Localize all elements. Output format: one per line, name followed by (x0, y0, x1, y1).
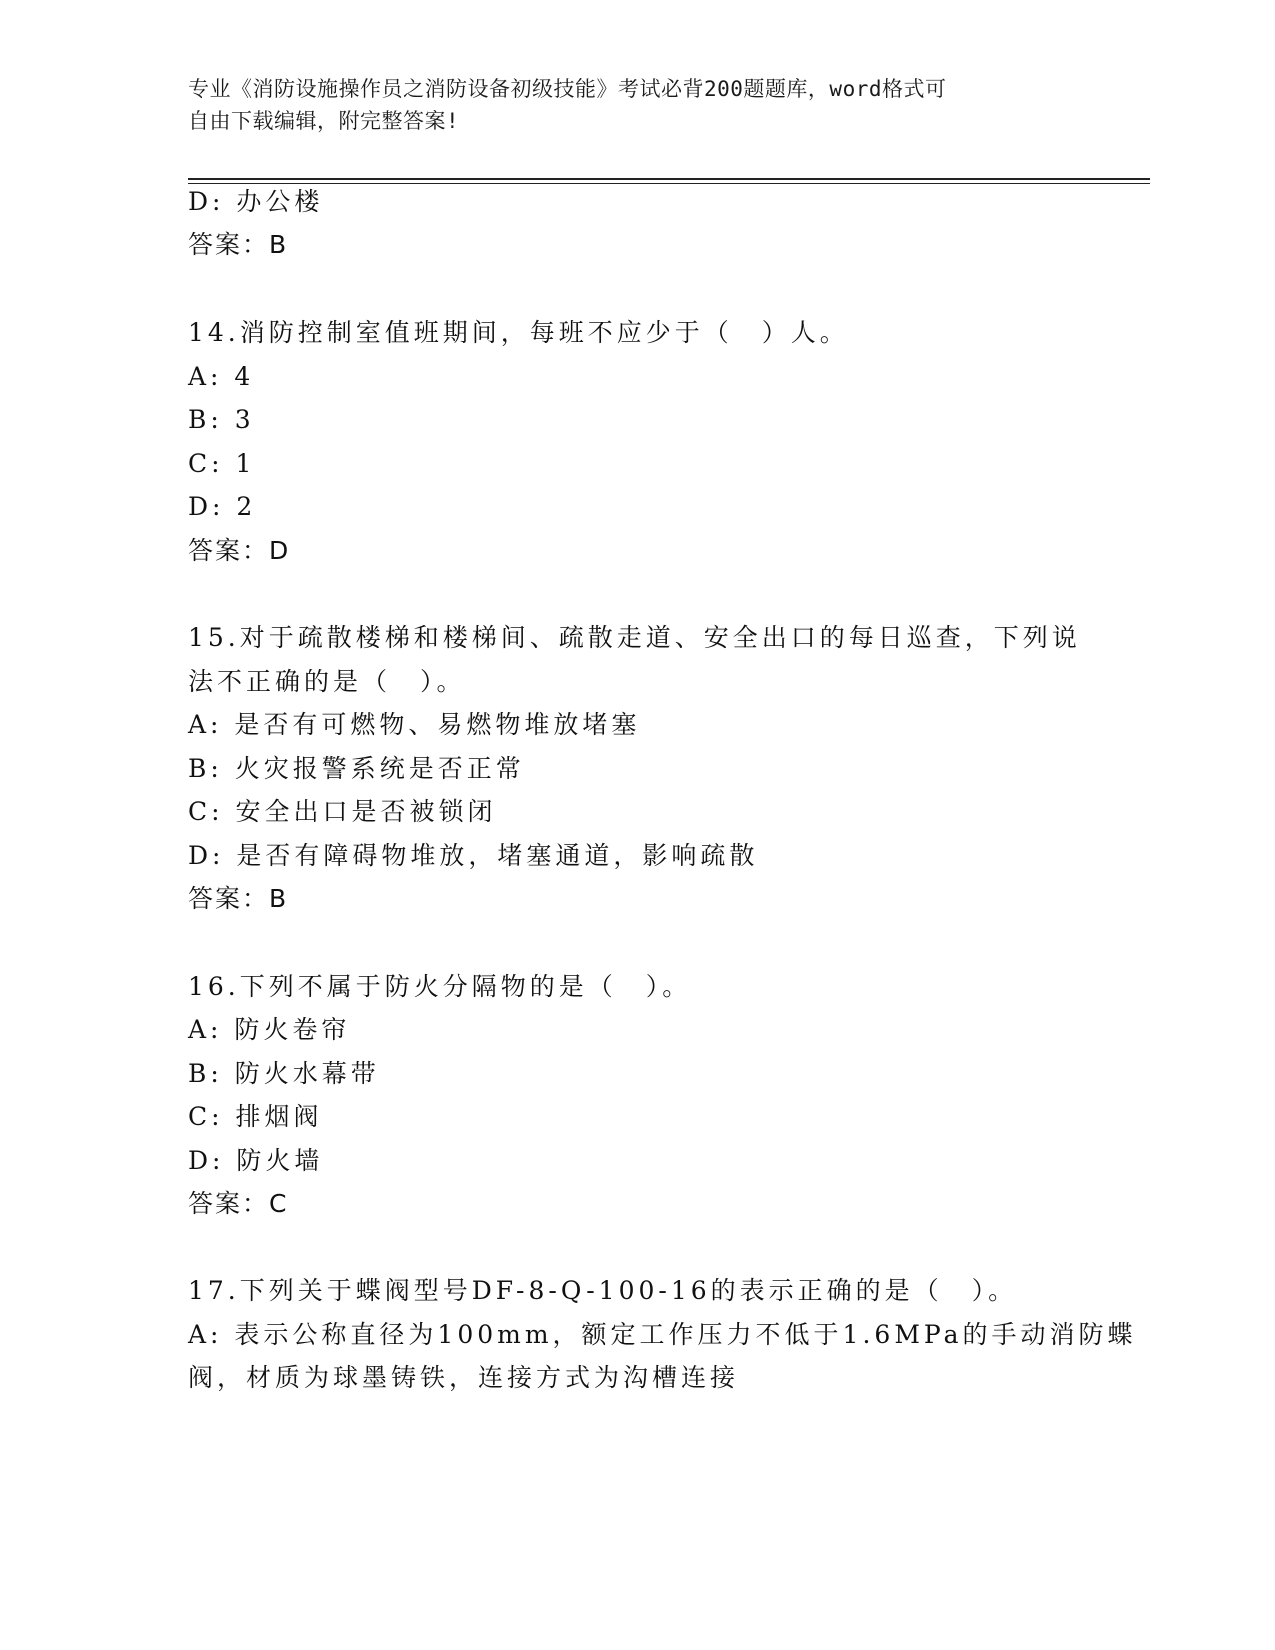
prev-answer: 答案：B (188, 230, 289, 259)
q17-question: 17.下列关于蝶阀型号DF-8-Q-100-16的表示正确的是（ ）。 (188, 1276, 1018, 1305)
header-divider-thin (188, 183, 1150, 184)
prev-option-d: D: 办公楼 (188, 187, 324, 216)
q15-question-line-2: 法不正确的是（ ）。 (188, 667, 466, 696)
q15-option-c: C: 安全出口是否被锁闭 (188, 797, 497, 826)
q14-option-b: B: 3 (188, 405, 255, 434)
header-line-1: 专业《消防设施操作员之消防设备初级技能》考试必背200题题库，word格式可 (188, 77, 947, 101)
q16-option-b: B: 防火水幕带 (188, 1059, 380, 1088)
q16-question: 16.下列不属于防火分隔物的是（ ）。 (188, 972, 692, 1001)
header-line-2: 自由下载编辑，附完整答案! (188, 109, 460, 133)
q15-option-b: B: 火灾报警系统是否正常 (188, 754, 525, 783)
q16-answer: 答案：C (188, 1189, 289, 1218)
q17-option-a-line-1: A: 表示公称直径为100mm，额定工作压力不低于1.6MPa的手动消防蝶 (188, 1320, 1137, 1349)
q14-option-d: D: 2 (188, 492, 257, 521)
page-header (188, 73, 1088, 137)
q15-question-line-1: 15.对于疏散楼梯和楼梯间、疏散走道、安全出口的每日巡查，下列说 (188, 623, 1081, 652)
q14-option-a: A: 4 (188, 362, 255, 391)
header-divider-thick (188, 178, 1150, 180)
q16-option-d: D: 防火墙 (188, 1146, 324, 1175)
q17-option-a-line-2: 阀，材质为球墨铸铁，连接方式为沟槽连接 (188, 1363, 740, 1392)
q14-answer: 答案：D (188, 536, 291, 565)
q16-option-c: C: 排烟阀 (188, 1102, 323, 1131)
q16-option-a: A: 防火卷帘 (188, 1015, 351, 1044)
q15-option-d: D: 是否有障碍物堆放，堵塞通道，影响疏散 (188, 841, 759, 870)
q15-option-a: A: 是否有可燃物、易燃物堆放堵塞 (188, 710, 641, 739)
q15-answer: 答案：B (188, 884, 289, 913)
q14-option-c: C: 1 (188, 449, 256, 478)
q14-question: 14.消防控制室值班期间，每班不应少于（ ）人。 (188, 318, 849, 347)
